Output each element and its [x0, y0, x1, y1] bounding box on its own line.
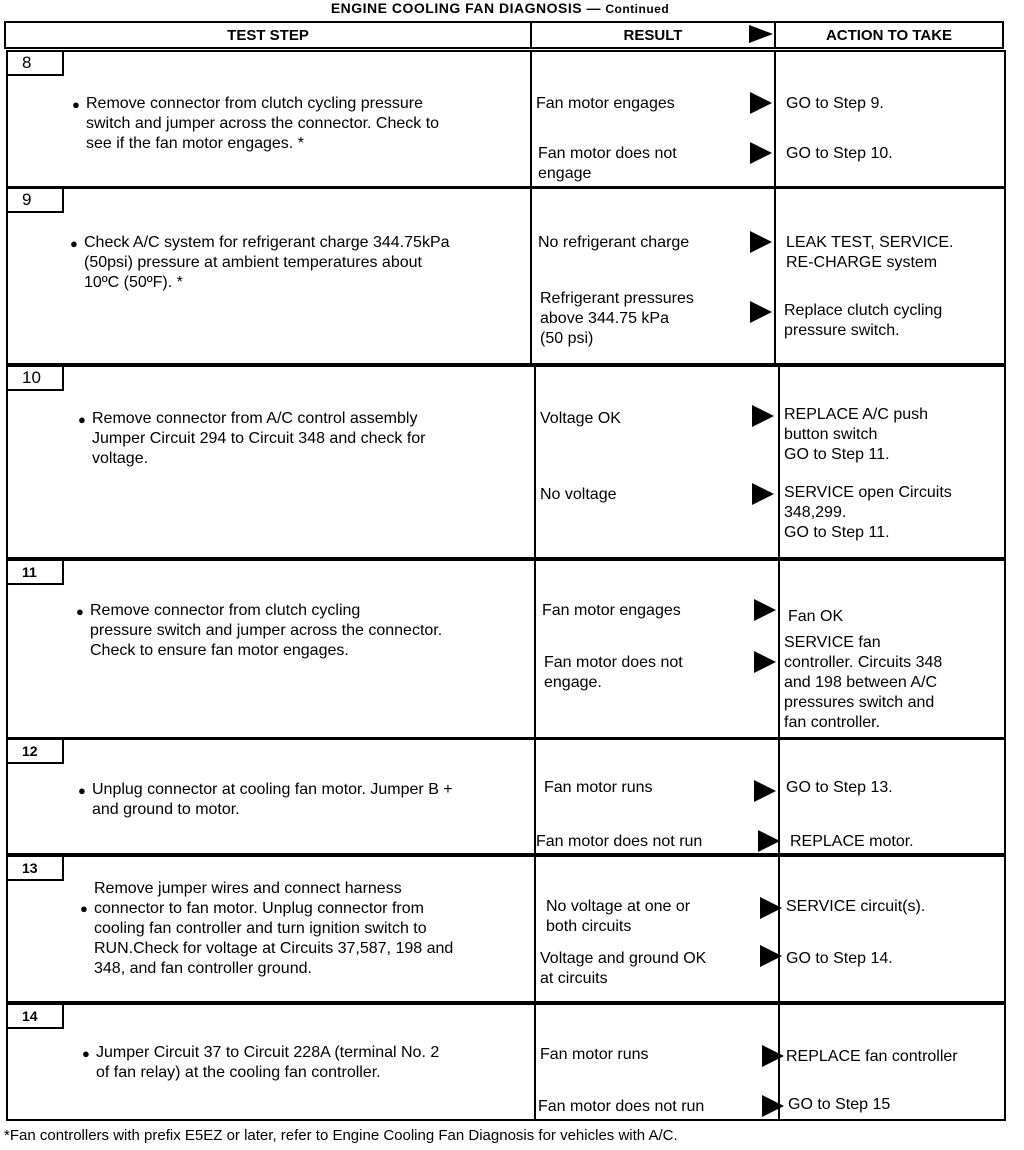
text-line: pressure switch and jumper across the connector. [90, 622, 443, 639]
text-line: 348, and fan controller ground. [94, 960, 312, 977]
text-line: Jumper Circuit 37 to Circuit 228A (terminal No. 2 [96, 1044, 440, 1061]
column-divider [778, 367, 780, 557]
bullet-icon: ● [80, 901, 88, 916]
test-step-text [94, 879, 530, 979]
header-result: RESULT [530, 21, 776, 49]
text-line: Fan motor does not [538, 145, 677, 162]
column-divider [530, 189, 532, 363]
step-number: 9 [6, 187, 64, 213]
text-line: Fan motor engages [542, 602, 681, 619]
text-line: Fan motor runs [544, 779, 653, 796]
text-line: SERVICE fan [784, 634, 881, 651]
arrow-icon [760, 945, 782, 967]
arrow-icon [758, 830, 780, 852]
text-line: Fan motor does not run [536, 833, 703, 850]
test-step-text [84, 233, 526, 293]
action-text [786, 144, 1008, 164]
column-divider [774, 52, 776, 186]
text-line: and ground to motor. [92, 801, 240, 818]
text-line: button switch [784, 426, 878, 443]
text-line: Refrigerant pressures [540, 290, 694, 307]
bullet-icon: ● [78, 412, 86, 427]
result-text [544, 778, 756, 798]
text-line: No refrigerant charge [538, 234, 690, 251]
test-step-text [96, 1043, 530, 1083]
text-line: Fan motor does not [544, 654, 683, 671]
text-line: pressures switch and [784, 694, 935, 711]
bullet-icon: ● [72, 97, 80, 112]
text-line: LEAK TEST, SERVICE. [786, 234, 954, 251]
arrow-icon [754, 599, 776, 621]
text-line: Check A/C system for refrigerant charge 344.75kPa [84, 234, 450, 251]
step-row-10 [6, 365, 1006, 559]
action-text [786, 778, 1008, 798]
text-line: Remove connector from clutch cycling [90, 602, 361, 619]
action-text [784, 633, 1006, 733]
text-line: fan controller. [784, 714, 881, 731]
action-text [786, 1047, 1008, 1067]
result-text [540, 289, 752, 349]
text-line: (50 psi) [540, 330, 594, 347]
header-action: ACTION TO TAKE [774, 21, 1004, 49]
action-text [784, 483, 1006, 543]
text-line: GO to Step 14. [786, 950, 893, 967]
result-text [542, 601, 754, 621]
column-divider [778, 561, 780, 737]
text-line: Fan motor runs [540, 1046, 649, 1063]
text-line: Replace clutch cycling [784, 302, 943, 319]
text-line: (50psi) pressure at ambient temperatures about [84, 254, 422, 271]
action-text [786, 233, 1008, 273]
text-line: engage [538, 165, 592, 182]
text-line: GO to Step 11. [784, 524, 890, 541]
step-number: 12 [6, 738, 64, 764]
result-text [544, 653, 756, 693]
text-line: Remove jumper wires and connect harness [94, 880, 402, 897]
test-step-text [92, 409, 530, 469]
bullet-icon: ● [78, 783, 86, 798]
action-text [790, 832, 1012, 852]
text-line: both circuits [546, 918, 632, 935]
text-line: voltage. [92, 450, 149, 467]
arrow-icon [762, 1045, 784, 1067]
page-title: ENGINE COOLING FAN DIAGNOSIS — Continued [330, 0, 670, 16]
result-text [546, 897, 758, 937]
bullet-icon: ● [82, 1046, 90, 1061]
text-line: pressure switch. [784, 322, 900, 339]
text-line: and 198 between A/C [784, 674, 938, 691]
result-text [540, 409, 752, 429]
column-divider [534, 367, 536, 557]
arrow-icon [752, 405, 774, 427]
test-step-text [90, 601, 530, 661]
column-divider [534, 1005, 536, 1119]
text-line: switch and jumper across the connector. Check to [86, 115, 440, 132]
text-line: Unplug connector at cooling fan motor. Jumper B + [92, 781, 453, 798]
text-line: see if the fan motor engages. * [86, 135, 304, 152]
arrow-icon [750, 301, 772, 323]
text-line: Jumper Circuit 294 to Circuit 348 and check for [92, 430, 426, 447]
column-divider [774, 189, 776, 363]
column-divider [530, 52, 532, 186]
action-text [784, 405, 1006, 465]
action-text [788, 607, 1010, 627]
footnote: *Fan controllers with prefix E5EZ or later, refer to Engine Cooling Fan Diagnosis for vehicles with A/C. [4, 1127, 678, 1144]
text-line: SERVICE open Circuits [784, 484, 952, 501]
step-number: 10 [6, 365, 64, 391]
action-text [788, 1095, 1010, 1115]
test-step-text [86, 94, 526, 154]
arrow-icon [750, 92, 772, 114]
result-text [538, 144, 750, 184]
text-line: connector to fan motor. Unplug connector from [94, 900, 424, 917]
text-line: of fan relay) at the cooling fan controller. [96, 1064, 381, 1081]
result-text [536, 832, 748, 852]
header-arrow-icon [749, 25, 773, 43]
step-number: 11 [6, 559, 64, 585]
text-line: RUN.Check for voltage at Circuits 37,587, 198 and [94, 940, 454, 957]
result-text [536, 94, 748, 114]
result-text [540, 1045, 752, 1065]
step-number: 14 [6, 1003, 64, 1029]
text-line: Voltage OK [540, 410, 621, 427]
test-step-text [92, 780, 530, 820]
action-text [786, 94, 1008, 114]
text-line: 10ºC (50ºF). * [84, 274, 183, 291]
header-test-step: TEST STEP [4, 21, 532, 49]
arrow-icon [752, 483, 774, 505]
text-line: No voltage at one or [546, 898, 691, 915]
text-line: Fan motor does not run [538, 1098, 705, 1115]
column-divider [778, 857, 780, 1001]
text-line: RE-CHARGE system [786, 254, 938, 271]
action-text [784, 301, 1006, 341]
arrow-icon [762, 1095, 784, 1117]
text-line: SERVICE circuit(s). [786, 898, 926, 915]
action-text [786, 949, 1008, 969]
step-row-8 [6, 50, 1006, 188]
text-line: cooling fan controller and turn ignition switch to [94, 920, 427, 937]
step-row-14 [6, 1003, 1006, 1121]
result-text [540, 949, 752, 989]
text-line: engage. [544, 674, 602, 691]
arrow-icon [750, 142, 772, 164]
arrow-icon [754, 780, 776, 802]
arrow-icon [760, 897, 782, 919]
action-text [786, 897, 1008, 917]
text-line: Voltage and ground OK [540, 950, 707, 967]
text-line: REPLACE motor. [790, 833, 914, 850]
text-line: REPLACE A/C push [784, 406, 929, 423]
text-line: Remove connector from A/C control assembly [92, 410, 418, 427]
bullet-icon: ● [70, 236, 78, 251]
arrow-icon [754, 651, 776, 673]
text-line: Fan motor engages [536, 95, 675, 112]
column-divider [534, 561, 536, 737]
bullet-icon: ● [76, 604, 84, 619]
text-line: at circuits [540, 970, 608, 987]
text-line: 348,299. [784, 504, 847, 521]
column-divider [534, 857, 536, 1001]
step-row-11 [6, 559, 1006, 739]
step-row-13 [6, 855, 1006, 1003]
text-line: Fan OK [788, 608, 844, 625]
result-text [538, 1097, 750, 1117]
text-line: Remove connector from clutch cycling pressure [86, 95, 424, 112]
text-line: GO to Step 9. [786, 95, 884, 112]
text-line: No voltage [540, 486, 617, 503]
result-text [540, 485, 752, 505]
text-line: REPLACE fan controller [786, 1048, 958, 1065]
text-line: GO to Step 10. [786, 145, 893, 162]
text-line: GO to Step 13. [786, 779, 893, 796]
arrow-icon [750, 231, 772, 253]
text-line: GO to Step 15 [788, 1096, 891, 1113]
result-text [538, 233, 750, 253]
step-row-12 [6, 738, 1006, 855]
step-row-9 [6, 187, 1006, 365]
text-line: Check to ensure fan motor engages. [90, 642, 349, 659]
step-number: 13 [6, 855, 64, 881]
text-line: above 344.75 kPa [540, 310, 669, 327]
text-line: GO to Step 11. [784, 446, 890, 463]
text-line: controller. Circuits 348 [784, 654, 943, 671]
step-number: 8 [6, 50, 64, 76]
